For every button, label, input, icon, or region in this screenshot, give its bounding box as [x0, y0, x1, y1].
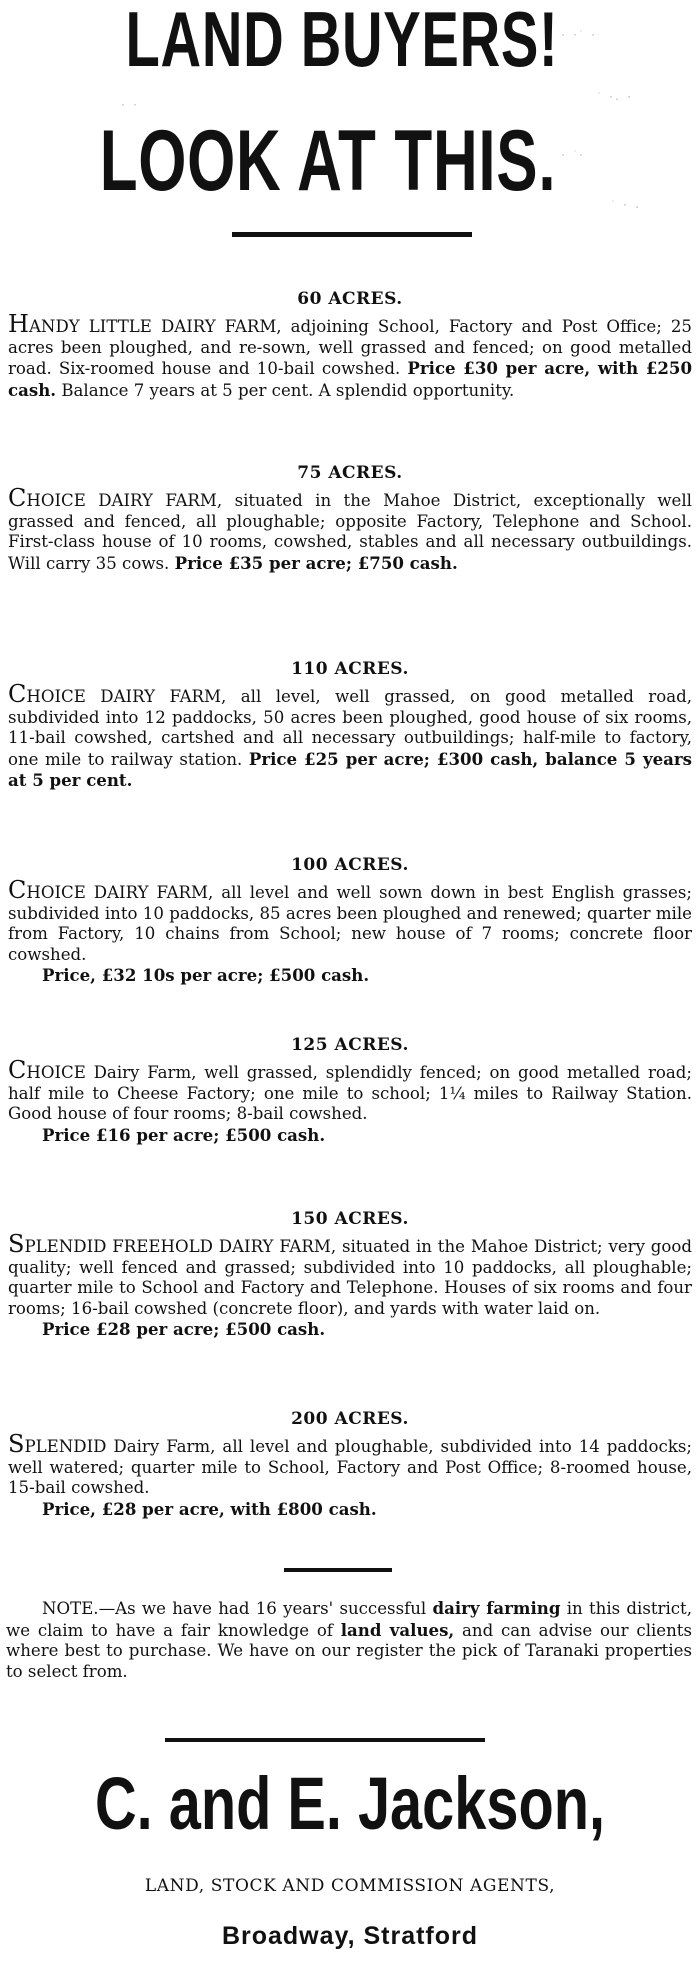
print-speck: · ·: [120, 100, 139, 111]
listing-text: PLENDID FREEHOLD DAIRY FARM, situated in the Mahoe District; very good quality; well fenced and grassed; subdivided into 10 paddocks, all ploughable; quarter mile to School and Factory and Telephone. Houses of six rooms and four rooms; 16-bail cowshed (concrete floor), and yards with water laid on.: [8, 1237, 692, 1318]
listing-125-acres: [8, 1034, 692, 1145]
listing-description: [8, 310, 693, 401]
listing-price: Price £28 per acre; £500 cash.: [42, 1319, 326, 1340]
firm-address: Broadway, Stratford: [221, 1922, 479, 1950]
drop-cap: C: [8, 1056, 27, 1084]
listing-100-acres: [8, 854, 692, 986]
listing-description: [8, 1230, 692, 1319]
listing-text: PLENDID Dairy Farm, all level and ploughable, subdivided into 14 paddocks; well watered; quarter mile to School, Factory and Post Office; 8-roomed house, 15-bail cowshed.: [8, 1437, 692, 1498]
listing-description: [8, 1056, 692, 1125]
listing-text: HOICE DAIRY FARM, all level and well sown down in best English grasses; subdivided into 10 paddocks, 85 acres been ploughed and renewed; quarter mile from Factory, 10 chains from School; new house of 7 rooms; concrete floor cowshed.: [8, 883, 692, 964]
divider-rule: [232, 232, 472, 237]
listing-price: Price, £28 per acre, with £800 cash.: [42, 1498, 377, 1519]
listing-price: Price £30 per acre, with £250 cash.: [8, 358, 693, 400]
listing-title: 100 ACRES.: [291, 855, 409, 875]
listing-text: HOICE DAIRY FARM, situated in the Mahoe District, exceptionally well grassed and fenced, all ploughable; opposite Factory, Telephone and School. First-class house of 10 rooms, cowshed, stables and all necessary outbuildings. Will carry 35 cows.: [8, 491, 692, 573]
listing-title: 150 ACRES.: [291, 1209, 409, 1229]
divider-rule: [284, 1568, 392, 1572]
listing-text: HOICE DAIRY FARM, all level, well grassed, on good metalled road, subdivided into 12 paddocks, 50 acres been ploughed, good house of six rooms, 11-bail cowshed, cartshed and all necessary outbuildings; half-mile to factory, one mile to railway station.: [8, 687, 692, 769]
listing-title: 125 ACRES.: [291, 1035, 409, 1055]
note-paragraph: [6, 1598, 692, 1682]
drop-cap: C: [8, 680, 27, 708]
drop-cap: H: [8, 310, 29, 338]
note-emphasis: land values,: [340, 1619, 455, 1640]
firm-role: LAND, STOCK AND COMMISSION AGENTS,: [144, 1876, 556, 1896]
note-middle: in this district, we claim to have a fair knowledge of: [6, 1599, 692, 1640]
listing-description: [8, 680, 692, 792]
listing-150-acres: [8, 1208, 692, 1340]
listing-terms: Balance 7 years at 5 per cent. A splendid opportunity.: [61, 380, 515, 400]
listing-60-acres: [8, 288, 692, 401]
print-speck: · ·˙ ·: [560, 30, 597, 41]
listing-price: Price £25 per acre; £300 cash, balance 5 years at 5 per cent.: [8, 748, 692, 791]
listing-75-acres: [8, 462, 692, 574]
listing-title: 110 ACRES.: [291, 659, 409, 679]
listing-200-acres: [8, 1408, 692, 1519]
divider-rule: [165, 1738, 485, 1742]
print-speck: · ˙·: [560, 150, 585, 161]
listing-title: 60 ACRES.: [297, 289, 403, 309]
listing-description: [8, 876, 692, 965]
listing-text: ANDY LITTLE DAIRY FARM, adjoining School, Factory and Post Office; 25 acres been ploughed, and re-sown, well grassed and fenced; on good metalled road. Six-roomed house and 10-bail cowshed.: [8, 317, 692, 379]
note-lead: NOTE.—As we have had 16 years' successful: [42, 1599, 427, 1618]
listing-title: 75 ACRES.: [297, 463, 403, 483]
listing-description: [8, 1430, 692, 1499]
listing-price: Price, £32 10s per acre; £500 cash.: [42, 965, 370, 986]
drop-cap: C: [8, 876, 27, 904]
listing-price: Price £35 per acre; £750 cash.: [174, 552, 458, 573]
drop-cap: C: [8, 484, 27, 512]
note-emphasis: dairy farming: [432, 1598, 561, 1618]
note-end: and can advise our clients where best to purchase. We have on our register the pick of Taranaki properties to select from.: [6, 1620, 692, 1681]
listing-description: [8, 484, 692, 574]
listing-title: 200 ACRES.: [291, 1409, 409, 1429]
headline-land-buyers: LAND BUYERS!: [125, 0, 559, 83]
headline-look-at-this: LOOK AT THIS.: [99, 113, 557, 209]
listing-price: Price £16 per acre; £500 cash.: [42, 1124, 326, 1145]
drop-cap: S: [8, 1430, 25, 1458]
drop-cap: S: [8, 1230, 25, 1258]
print-speck: ˙ ·. ·: [596, 92, 633, 103]
firm-name: C. and E. Jackson,: [94, 1762, 606, 1845]
listing-110-acres: [8, 658, 692, 792]
listing-text: HOICE Dairy Farm, well grassed, splendidly fenced; on good metalled road; half mile to Cheese Factory; one mile to school; 1¼ miles to Railway Station. Good house of four rooms; 8-bail cowshed.: [8, 1063, 692, 1124]
print-speck: ˙ · .: [610, 200, 641, 211]
